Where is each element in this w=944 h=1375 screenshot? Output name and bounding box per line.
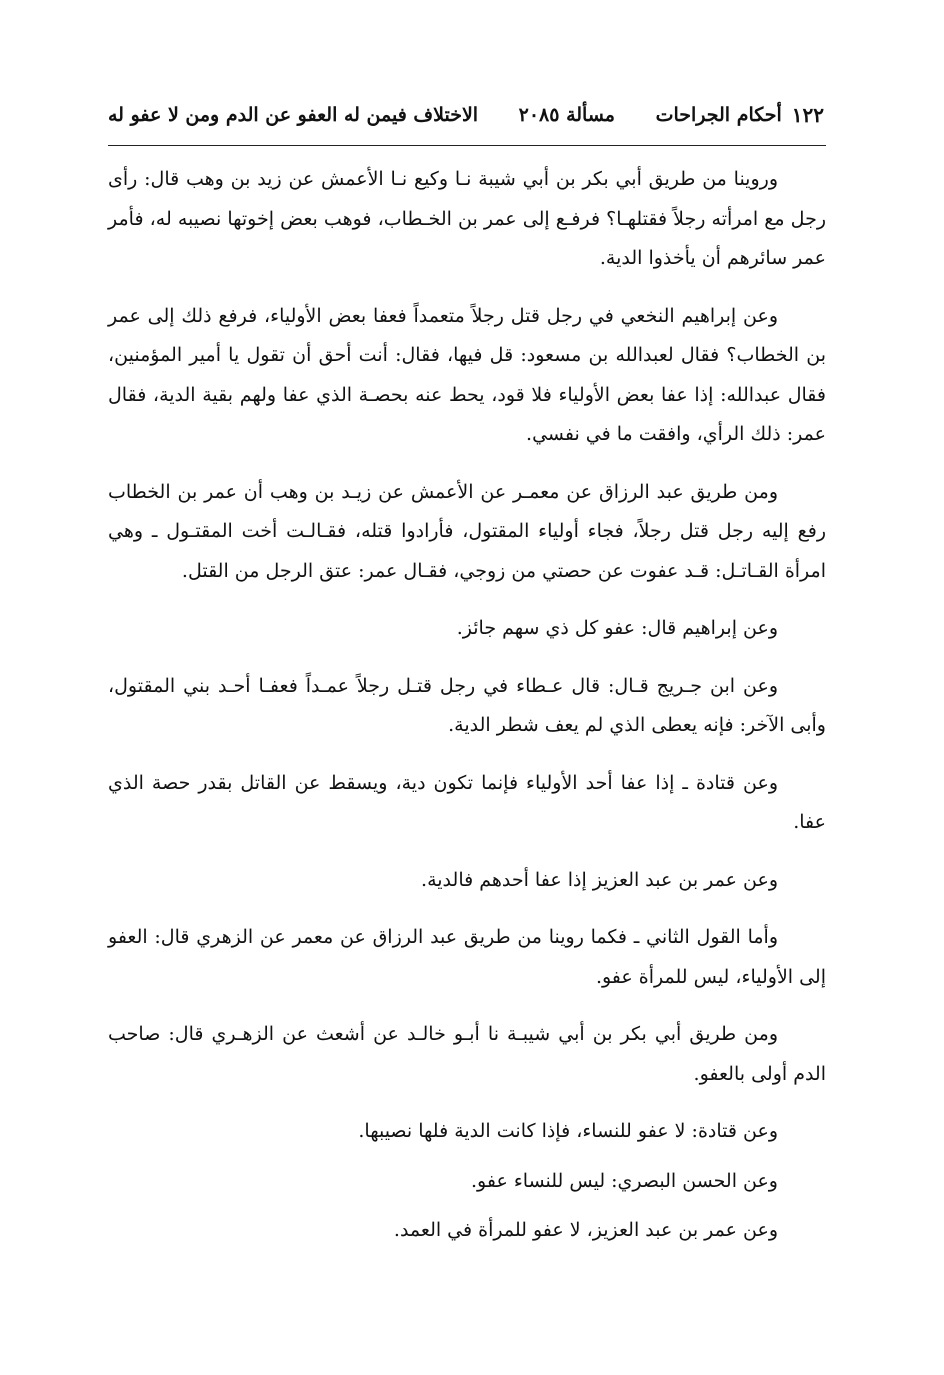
paragraph: وعن عمر بن عبد العزيز إذا عفا أحدهم فالدية. [421, 868, 778, 891]
header-right-group [656, 103, 824, 127]
paragraph: وعن عمر بن عبد العزيز، لا عفو للمرأة في العمد. [393, 1219, 778, 1241]
paragraph: وعن قتادة ـ إذا عفا أحد الأولياء فإنما تكون دية، ويسقط عن القاتل بقدر حصة الذي عفا. [108, 771, 826, 833]
paragraph: وروينا من طريق أبي بكر بن أبي شيبة نـا وكيع نـا الأعمش عن زيد بن وهب قال: رأى رجل مع امرأته رجلاً فقتلهـا؟ فرفـع إلى عمر بن الخـطاب، فوهب بعض إخوتها نصيبه له، فأمر عمر سائرهم أن يأخذوا الدية. [108, 168, 826, 269]
paragraph: ومن طريق أبي بكر بن أبي شيبـة نا أبـو خالـد عن أشعث عن الزهـري قال: صاحب الدم أولى بالعفو. [108, 1023, 826, 1085]
header-divider [108, 145, 826, 146]
paragraph: وعن قتادة: لا عفو للنساء، فإذا كانت الدية فلها نصيبها. [358, 1120, 778, 1142]
chapter-title: الاختلاف فيمن له العفو عن الدم ومن لا عفو له [108, 104, 479, 126]
book-title: أحكام الجراحات [655, 104, 782, 126]
paragraph: وعن ابن جـريج قـال: قال عـطاء في رجل قتـل رجلاً عمـداً فعفـا أحـد بني المقتول، وأبى الآخر: فإنه يعطى الذي لم يعف شطر الدية. [108, 674, 826, 736]
paragraph: ومن طريق عبد الرزاق عن معمـر عن الأعمش عن زيـد بن وهب أن عمر بن الخطاب رفع إليه رجل قتل رجلاً، فجاء أولياء المقتول، فأرادوا قتله، فقـالـت أخت المقتـول ـ وهي امرأة القـاتـل: قـد عفوت عن حصتي من زوجي، فقـال عمر: عتق الرجل من القتل. [108, 480, 826, 582]
running-header [108, 98, 824, 132]
paragraph: وأما القول الثاني ـ فكما روينا من طريق عبد الرزاق عن معمر عن الزهري قال: العفو إلى الأولياء، ليس للمرأة عفو. [108, 926, 826, 988]
page-number: ١٢٢ [791, 103, 824, 127]
body-text [108, 160, 826, 1261]
paragraph: وعن إبراهيم النخعي في رجل قتل رجلاً متعمداً فعفا بعض الأولياء، فرفع ذلك إلى عمر بن الخطاب؟ فقال لعبدالله بن مسعود: قل فيها، فقال: أنت أحق أن تقول يا أمير المؤمنين، فقال عبدالله: إذا عفا بعض الأولياء فلا قود، يحط عنه بحصـة الذي عفا ولهم بقية الدية، فقال عمر: ذلك الرأي، وافقت ما في نفسي. [108, 304, 826, 445]
paragraph: وعن الحسن البصري: ليس للنساء عفو. [471, 1169, 778, 1192]
paragraph: وعن إبراهيم قال: عفو كل ذي سهم جائز. [456, 617, 778, 639]
issue-label: مسألة ٢٠٨٥ [518, 104, 615, 126]
